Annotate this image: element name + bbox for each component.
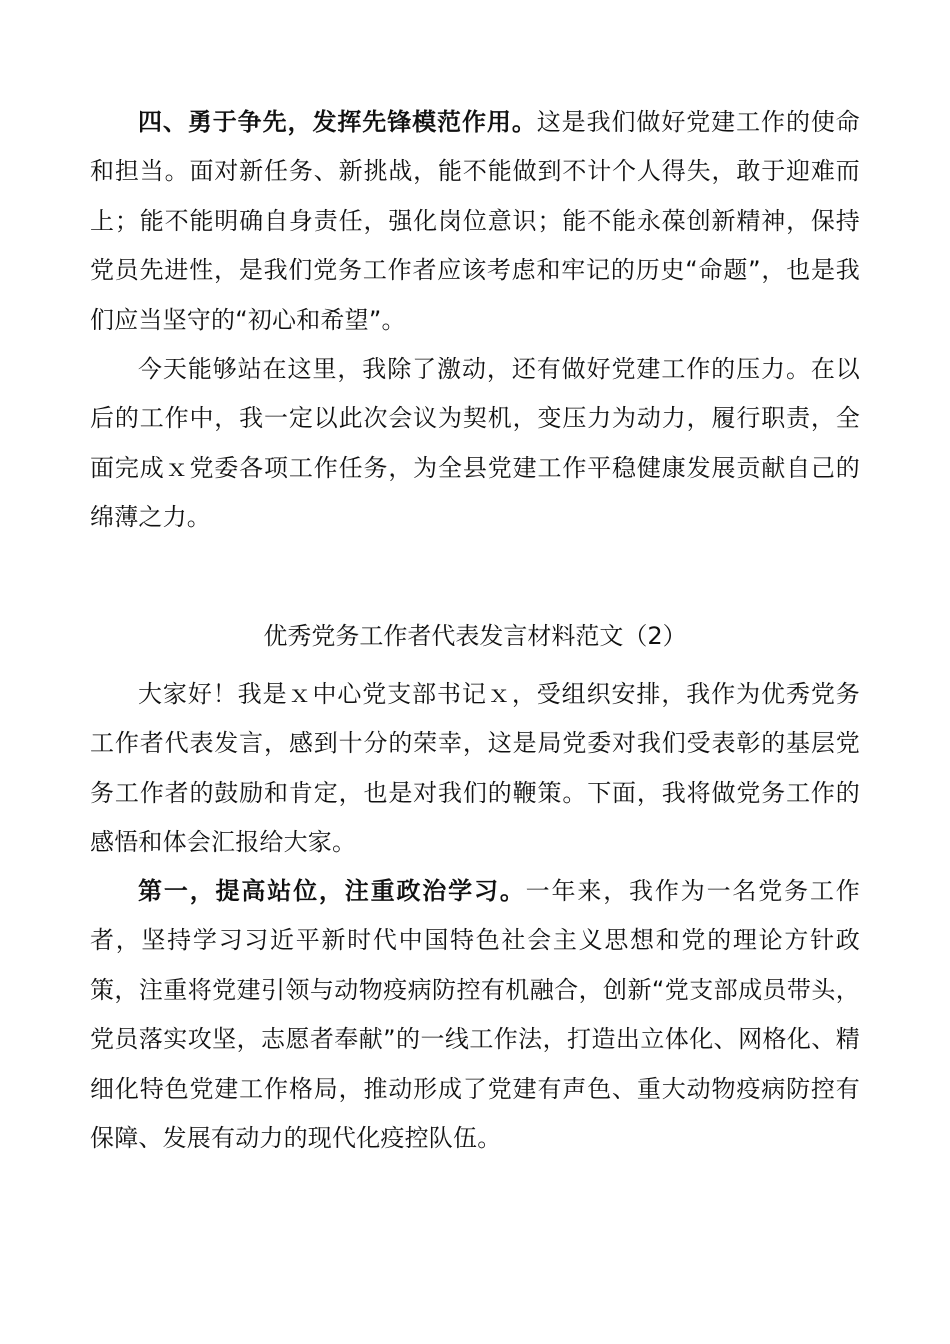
point-one-body: 一年来，我作为一名党务工作者，坚持学习习近平新时代中国特色社会主义思想和党的理论方针政策，注重将党建引领与动物疫病防控有机融合，创新“党支部成员带头，党员落实攻坚，志愿者奉献”的一线工作法，打造出立体化、网格化、精细化特色党建工作格局，推动形成了党建有声色、重大动物疫病防控有保障、发展有动力的现代化疫控队伍。 xyxy=(90,877,861,1153)
section-four-heading: 四、勇于争先，发挥先锋模范作用。 xyxy=(138,108,537,136)
paragraph-point-one xyxy=(90,867,860,1163)
paragraph-closing: 今天能够站在这里，我除了激动，还有做好党建工作的压力。在以后的工作中，我一定以此次会议为契机，变压力为动力，履行职责，全面完成ｘ党委各项工作任务，为全县党建工作平稳健康发展贡献自己的绵薄之力。 xyxy=(90,355,860,532)
section-four-body: 这是我们做好党建工作的使命和担当。面对新任务、新挑战，能不能做到不计个人得失，敢于迎难而上；能不能明确自身责任，强化岗位意识；能不能永葆创新精神，保持党员先进性，是我们党务工作者应该考虑和牢记的历史“命题”，也是我们应当坚守的“初心和希望”。 xyxy=(90,108,860,334)
paragraph-intro: 大家好！我是ｘ中心党支部书记ｘ，受组织安排，我作为优秀党务工作者代表发言，感到十分的荣幸，这是局党委对我们受表彰的基层党务工作者的鼓励和肯定，也是对我们的鞭策。下面，我将做党务工作的感悟和体会汇报给大家。 xyxy=(90,680,860,857)
document-title-2: 优秀党务工作者代表发言材料范文（2） xyxy=(263,622,687,650)
paragraph-section-four xyxy=(90,98,860,345)
point-one-heading: 第一，提高站位，注重政治学习。 xyxy=(138,877,526,905)
